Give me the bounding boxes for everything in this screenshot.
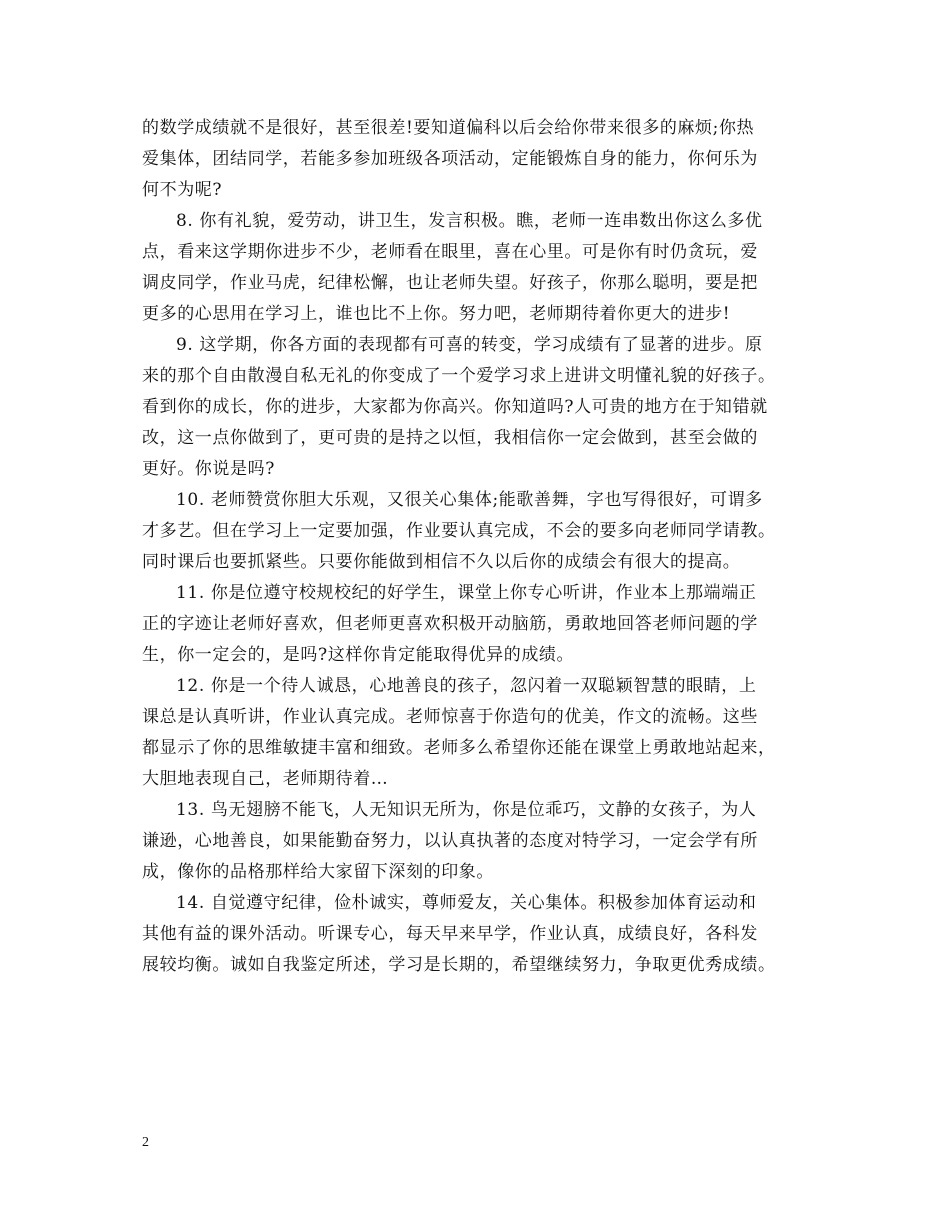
text-line: 10. 老师赞赏你胆大乐观，又很关心集体;能歌善舞，字也写得很好，可谓多 bbox=[176, 490, 763, 510]
text-line: 展较均衡。诚如自我鉴定所述，学习是长期的，希望继续努力，争取更优秀成绩。 bbox=[142, 955, 776, 975]
text-line: 13. 鸟无翅膀不能飞，人无知识无所为，你是位乖巧，文静的女孩子，为人 bbox=[176, 800, 757, 820]
text-line: 的数学成绩就不是很好，甚至很差!要知道偏科以后会给你带来很多的麻烦;你热 bbox=[142, 118, 755, 138]
text-line: 其他有益的课外活动。听课专心，每天早来早学，作业认真，成绩良好，各科发 bbox=[142, 924, 758, 944]
text-line: 都显示了你的思维敏捷丰富和细致。老师多么希望你还能在课堂上勇敢地站起来， bbox=[142, 738, 776, 758]
text-line: 生，你一定会的，是吗?这样你肯定能取得优异的成绩。 bbox=[142, 645, 575, 665]
paragraph-item-13 bbox=[142, 795, 812, 888]
text-line: 谦逊，心地善良，如果能勤奋努力，以认真执著的态度对特学习，一定会学有所 bbox=[142, 831, 758, 851]
paragraph-item-8 bbox=[142, 206, 812, 330]
text-line: 更好。你说是吗? bbox=[142, 459, 275, 479]
text-line: 11. 你是位遵守校规校纪的好学生，课堂上你专心听讲，作业本上那端端正 bbox=[176, 583, 757, 603]
text-line: 成，像你的品格那样给大家留下深刻的印象。 bbox=[142, 862, 494, 882]
paragraph-item-11 bbox=[142, 578, 812, 671]
text-line: 14. 自觉遵守纪律，俭朴诚实，尊师爱友，关心集体。积极参加体育运动和 bbox=[176, 893, 757, 913]
text-line: 更多的心思用在学习上，谁也比不上你。努力吧，老师期待着你更大的进步! bbox=[142, 304, 731, 324]
text-line: 看到你的成长，你的进步，大家都为你高兴。你知道吗?人可贵的地方在于知错就 bbox=[142, 397, 768, 417]
text-line: 课总是认真听讲，作业认真完成。老师惊喜于你造句的优美，作文的流畅。这些 bbox=[142, 707, 758, 727]
paragraph-item-9 bbox=[142, 330, 812, 485]
text-line: 12. 你是一个待人诚恳，心地善良的孩子，忽闪着一双聪颖智慧的眼睛，上 bbox=[176, 676, 757, 696]
paragraph-item-14 bbox=[142, 888, 812, 981]
text-line: 才多艺。但在学习上一定要加强，作业要认真完成，不会的要多向老师同学请教。 bbox=[142, 521, 776, 541]
text-line: 正的字迹让老师好喜欢，但老师更喜欢积极开动脑筋，勇敢地回答老师问题的学 bbox=[142, 614, 758, 634]
text-line: 调皮同学，作业马虎，纪律松懈，也让老师失望。好孩子，你那么聪明，要是把 bbox=[142, 273, 758, 293]
text-line: 大胆地表现自己，老师期待着… bbox=[142, 769, 389, 789]
paragraph-item-12 bbox=[142, 671, 812, 795]
paragraph-item-10 bbox=[142, 485, 812, 578]
text-line: 改，这一点你做到了，更可贵的是持之以恒，我相信你一定会做到，甚至会做的 bbox=[142, 428, 758, 448]
text-line: 爱集体，团结同学，若能多参加班级各项活动，定能锻炼自身的能力，你何乐为 bbox=[142, 149, 758, 169]
text-line: 何不为呢? bbox=[142, 180, 223, 200]
document-body bbox=[142, 113, 812, 981]
text-line: 同时课后也要抓紧些。只要你能做到相信不久以后你的成绩会有很大的提高。 bbox=[142, 552, 741, 572]
page-number: 2 bbox=[142, 1135, 149, 1150]
text-line: 8. 你有礼貌，爱劳动，讲卫生，发言积极。瞧，老师一连串数出你这么多优 bbox=[176, 211, 763, 231]
text-line: 点，看来这学期你进步不少，老师看在眼里，喜在心里。可是你有时仍贪玩，爱 bbox=[142, 242, 758, 262]
text-line: 9. 这学期，你各方面的表现都有可喜的转变，学习成绩有了显著的进步。原 bbox=[176, 335, 763, 355]
paragraph-continuation bbox=[142, 113, 812, 206]
text-line: 来的那个自由散漫自私无礼的你变成了一个爱学习求上进讲文明懂礼貌的好孩子。 bbox=[142, 366, 776, 386]
